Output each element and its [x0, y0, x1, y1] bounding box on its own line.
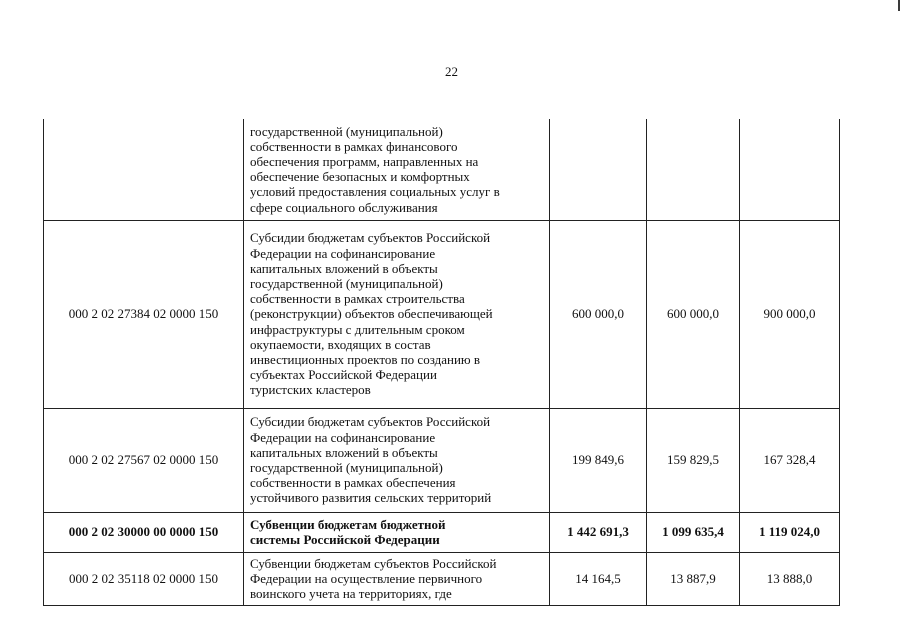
description-line: инвестиционных проектов по созданию в	[250, 352, 480, 367]
row-code	[44, 119, 244, 220]
description-line: Субсидии бюджетам субъектов Российской	[250, 414, 491, 430]
table-row	[44, 119, 840, 220]
description-line: сфере социального обслуживания	[250, 199, 438, 215]
table-row	[44, 220, 840, 408]
description-line: условий предоставления социальных услуг в	[250, 184, 500, 200]
value-2020: 159 829,5	[647, 408, 740, 512]
value-2019: 600 000,0	[550, 220, 647, 408]
value-2019: 199 849,6	[550, 408, 647, 512]
row-description	[244, 552, 550, 605]
description-line: собственности в рамках финансового	[250, 138, 458, 154]
description-line: окупаемости, входящих в состав	[250, 336, 431, 352]
value-2021: 1 119 024,0	[740, 512, 840, 552]
scan-edge-mark	[898, 0, 900, 11]
description-line: обеспечения программ, направленных на	[250, 154, 479, 170]
table-row	[44, 552, 840, 605]
value-2021: 900 000,0	[740, 220, 840, 408]
row-code: 000 2 02 35118 02 0000 150	[44, 552, 244, 605]
description-line: субъектах Российской Федерации	[250, 367, 437, 383]
description-line: Федерации на осуществление первичного	[250, 570, 483, 586]
description-line: (реконструкции) объектов обеспечивающей	[250, 306, 493, 322]
description-line: собственности в рамках строительства	[250, 291, 465, 307]
description-line: системы Российской Федерации	[250, 532, 440, 547]
row-description	[244, 512, 550, 552]
value-2021: 13 888,0	[740, 552, 840, 605]
row-description	[244, 119, 550, 220]
value-2019: 14 164,5	[550, 552, 647, 605]
row-code: 000 2 02 27384 02 0000 150	[44, 220, 244, 408]
description-line: государственной (муниципальной)	[250, 123, 443, 139]
value-2020: 600 000,0	[647, 220, 740, 408]
description-line: Федерации на софинансирование	[250, 429, 436, 445]
description-line: собственности в рамках обеспечения	[250, 475, 456, 491]
table-row	[44, 408, 840, 512]
description-line: Субсидии бюджетам субъектов Российской	[250, 230, 491, 246]
description-line: капитальных вложений в объекты	[250, 444, 438, 460]
row-description	[244, 408, 550, 512]
value-2020: 13 887,9	[647, 552, 740, 605]
description-line: капитальных вложений в объекты	[250, 260, 438, 276]
row-description	[244, 220, 550, 408]
value-2020: 1 099 635,4	[647, 512, 740, 552]
description-line: государственной (муниципальной)	[250, 460, 443, 475]
description-line: Субвенции бюджетам субъектов Российской	[250, 555, 497, 571]
row-code: 000 2 02 30000 00 0000 150	[44, 512, 244, 552]
page-number: 22	[445, 64, 458, 79]
description-line: государственной (муниципальной)	[250, 275, 443, 291]
description-line: Субвенции бюджетам бюджетной	[250, 516, 446, 532]
description-line: инфраструктуры с длительным сроком	[250, 321, 465, 337]
value-2021	[740, 119, 840, 220]
value-2020	[647, 119, 740, 220]
description-line: воинского учета на территориях, где	[250, 586, 452, 602]
value-2019: 1 442 691,3	[550, 512, 647, 552]
description-line: обеспечение безопасных и комфортных	[250, 169, 470, 185]
description-line: Федерации на софинансирование	[250, 245, 436, 261]
row-code: 000 2 02 27567 02 0000 150	[44, 408, 244, 512]
description-line: туристских кластеров	[250, 382, 371, 398]
table-row-subtotal	[44, 512, 840, 552]
budget-revenue-table	[43, 119, 840, 606]
description-line: устойчивого развития сельских территорий	[250, 490, 492, 506]
value-2021: 167 328,4	[740, 408, 840, 512]
value-2019	[550, 119, 647, 220]
